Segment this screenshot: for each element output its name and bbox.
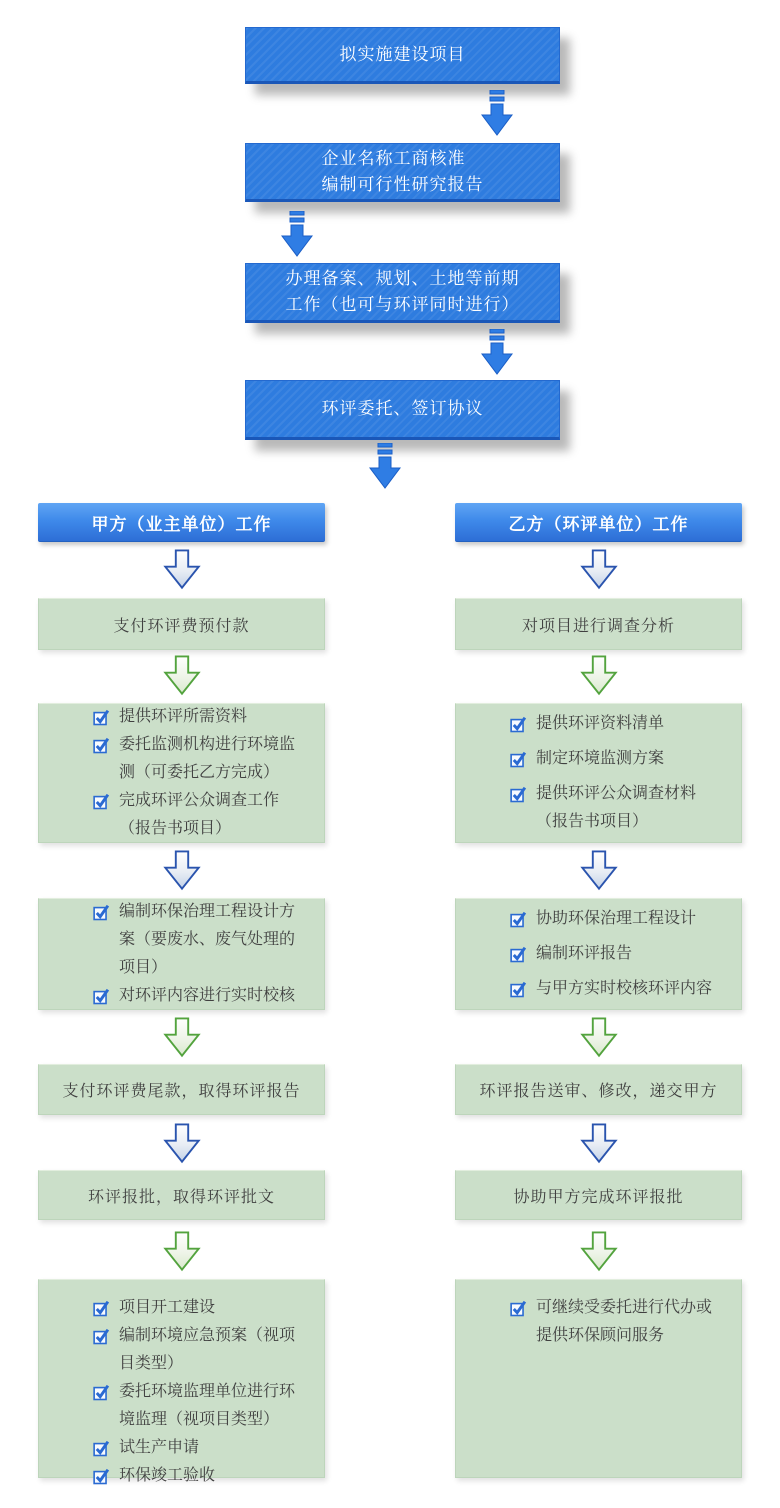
column-party-b xyxy=(455,503,742,1478)
checklist-item xyxy=(93,1322,302,1378)
down-arrow-outline-icon xyxy=(162,549,202,591)
checklist-item-label: 提供环评所需资料 xyxy=(119,708,248,725)
step-box-checklist xyxy=(455,703,742,843)
checkbox-checked-icon xyxy=(510,786,527,803)
down-arrow-outline-icon xyxy=(162,850,202,892)
step-label: 支付环评费预付款 xyxy=(113,617,250,635)
checklist-item-label: 完成环评公众调查工作 （报告书项目） xyxy=(119,792,280,837)
checklist-item xyxy=(93,787,302,843)
checklist-item-label: 提供环评公众调查材料（报告书项目） xyxy=(536,785,697,830)
checkbox-checked-icon xyxy=(93,1440,110,1457)
down-arrow-outline-icon xyxy=(579,850,619,892)
checkbox-checked-icon xyxy=(93,1328,110,1345)
checklist-item-label: 编制环保治理工程设计方案（要废水、废气处理的项目） xyxy=(119,903,296,976)
step-box-checklist xyxy=(455,898,742,1010)
down-arrow-outline-icon xyxy=(579,1231,619,1273)
checklist-item-label: 可继续受委托进行代办或提供环保顾问服务 xyxy=(536,1299,713,1344)
checklist-item-label: 试生产申请 xyxy=(119,1439,200,1456)
checklist-item xyxy=(510,710,719,738)
flow-box-proposed-project xyxy=(245,27,560,84)
down-arrow-outline-icon xyxy=(579,655,619,697)
flow-box-label: 编制可行性研究报告 xyxy=(321,174,484,194)
checklist-item-label: 委托环境监理单位进行环境监理（视项目类型） xyxy=(119,1383,296,1428)
checklist-item-label: 协助环保治理工程设计 xyxy=(536,910,697,927)
flow-box-label: 企业名称工商核准 xyxy=(321,148,466,168)
down-arrow-outline-icon xyxy=(162,1231,202,1273)
step-label: 协助甲方完成环评报批 xyxy=(513,1188,684,1206)
checklist-item-label: 环保竣工验收 xyxy=(119,1467,216,1484)
checklist-item xyxy=(93,703,302,731)
down-arrow-outline-icon xyxy=(579,549,619,591)
checkbox-checked-icon xyxy=(93,904,110,921)
checkbox-checked-icon xyxy=(93,1384,110,1401)
step-label: 环评报批，取得环评批文 xyxy=(87,1188,275,1206)
flow-box-label: 办理备案、规划、土地等前期 xyxy=(285,269,520,288)
down-arrow-outline-icon xyxy=(579,1123,619,1165)
column-header-party-a xyxy=(38,503,325,542)
down-arrow-outline-icon xyxy=(579,1017,619,1059)
column-header-label: 甲方（业主单位）工作 xyxy=(91,514,272,534)
checklist-item xyxy=(93,1462,302,1490)
checklist-item xyxy=(510,745,719,773)
step-box xyxy=(38,1170,325,1220)
down-arrow-outline-icon xyxy=(162,655,202,697)
checklist-item xyxy=(510,905,719,933)
checklist-item xyxy=(93,898,302,982)
down-arrow-outline-icon xyxy=(162,1017,202,1059)
checklist-item-label: 与甲方实时校核环评内容 xyxy=(536,980,713,997)
flow-box-label: 环评委托、签订协议 xyxy=(321,399,484,418)
checklist-item-label: 项目开工建设 xyxy=(119,1299,216,1316)
checklist-item-label: 对环评内容进行实时校核 xyxy=(119,987,296,1004)
checkbox-checked-icon xyxy=(510,1300,527,1317)
flow-box-label: 拟实施建设项目 xyxy=(339,44,466,64)
step-box-checklist xyxy=(455,1279,742,1478)
checkbox-checked-icon xyxy=(93,793,110,810)
checklist-item xyxy=(510,1294,719,1350)
checkbox-checked-icon xyxy=(93,1300,110,1317)
checkbox-checked-icon xyxy=(93,988,110,1005)
flow-box-name-approval xyxy=(245,143,560,202)
checklist-item xyxy=(510,975,719,1003)
checklist-item-label: 委托监测机构进行环境监测（可委托乙方完成） xyxy=(119,736,296,781)
checkbox-checked-icon xyxy=(510,911,527,928)
column-header-party-b xyxy=(455,503,742,542)
step-box xyxy=(455,1064,742,1115)
step-box xyxy=(38,598,325,650)
checklist-item xyxy=(93,1434,302,1462)
flow-box-label: 工作（也可与环评同时进行） xyxy=(285,295,520,314)
checklist-item xyxy=(93,1294,302,1322)
step-box-checklist xyxy=(38,898,325,1010)
flow-box-eia-entrust xyxy=(245,380,560,440)
checklist-item xyxy=(93,731,302,787)
step-box xyxy=(38,1064,325,1115)
checkbox-checked-icon xyxy=(93,1468,110,1485)
step-box-checklist xyxy=(38,703,325,843)
down-arrow-solid-icon xyxy=(281,211,313,257)
checklist-item-label: 编制环境应急预案（视项目类型） xyxy=(119,1327,296,1372)
step-label: 支付环评费尾款，取得环评报告 xyxy=(62,1083,301,1100)
step-box xyxy=(455,598,742,650)
checklist-item xyxy=(510,780,719,836)
checklist-item-label: 制定环境监测方案 xyxy=(536,750,665,767)
step-label: 对项目进行调查分析 xyxy=(521,617,675,635)
column-header-label: 乙方（环评单位）工作 xyxy=(508,514,689,534)
step-label: 环评报告送审、修改，递交甲方 xyxy=(479,1083,718,1100)
checkbox-checked-icon xyxy=(510,981,527,998)
down-arrow-outline-icon xyxy=(162,1123,202,1165)
checklist-item xyxy=(510,940,719,968)
step-box xyxy=(455,1170,742,1220)
step-box-checklist xyxy=(38,1279,325,1484)
checklist-item-label: 编制环评报告 xyxy=(536,945,633,962)
checklist-item xyxy=(93,1378,302,1434)
checkbox-checked-icon xyxy=(510,751,527,768)
checkbox-checked-icon xyxy=(510,716,527,733)
checklist-item xyxy=(93,982,302,1010)
checklist-item-label: 提供环评资料清单 xyxy=(536,715,665,732)
checkbox-checked-icon xyxy=(510,946,527,963)
down-arrow-solid-icon xyxy=(481,90,513,136)
column-party-a xyxy=(38,503,325,1484)
checkbox-checked-icon xyxy=(93,737,110,754)
flow-box-filing-planning xyxy=(245,263,560,323)
checkbox-checked-icon xyxy=(93,709,110,726)
down-arrow-solid-icon xyxy=(369,443,401,489)
down-arrow-solid-icon xyxy=(481,329,513,375)
